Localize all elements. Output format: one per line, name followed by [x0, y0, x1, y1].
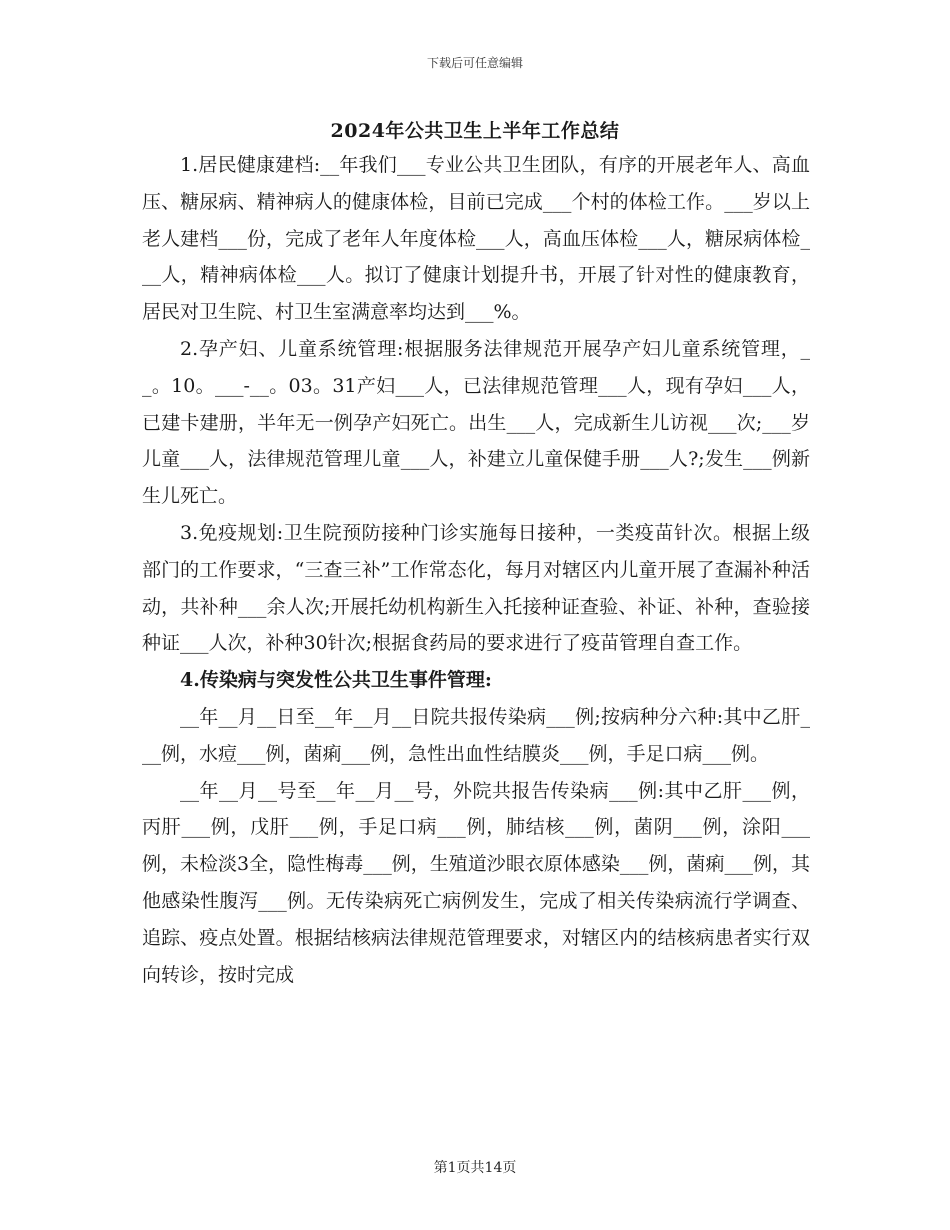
- paragraph-external-reports: __年__月__号至__年__月__号，外院共报告传染病___例:其中乙肝___例，丙肝___例，戊肝___例，手足口病___例，肺结核___例，菌阴___例，涂阳___例，未检淡3全，隐性梅毒___例，生殖道沙眼衣原体感染___例，菌痢___例，其他感染性腹泻___例。无传染病死亡病例发生，完成了相关传染病流行学调查、追踪、疫点处置。根据结核病法律规范管理要求，对辖区内的结核病患者实行双向转诊，按时完成: [142, 779, 810, 986]
- paragraph-health-records: 1.居民健康建档:__年我们___专业公共卫生团队，有序的开展老年人、高血压、糖尿病、精神病人的健康体检，目前已完成___个村的体检工作。___岁以上老人建档___份，完成了老年人年度体检___人，高血压体检___人，糖尿病体检___人，精神病体检___人。拟订了健康计划提升书，开展了针对性的健康教育，居民对卫生院、村卫生室满意率均达到___%。: [142, 154, 810, 324]
- paragraph-hospital-reports: __年__月__日至__年__月__日院共报传染病___例;按病种分六种:其中乙肝___例，水痘___例，菌痢___例，急性出血性结膜炎___例，手足口病___例。: [142, 705, 810, 765]
- page-header-note: 下载后可任意编辑: [426, 56, 523, 70]
- document-body: [142, 147, 810, 993]
- section-heading-infectious-disease: 4.传染病与突发性公共卫生事件管理:: [180, 669, 492, 692]
- paragraph-maternal-child-management: 2.孕产妇、儿童系统管理:根据服务法律规范开展孕产妇儿童系统管理，__。10。___-__。03。31产妇___人，已法律规范管理___人，现有孕妇___人，已建卡建册，半年无一例孕产妇死亡。出生___人，完成新生儿访视___次;___岁儿童___人，法律规范管理儿童___人，补建立儿童保健手册___人?;发生___例新生儿死亡。: [142, 337, 810, 508]
- paragraph-immunization: 3.免疫规划:卫生院预防接种门诊实施每日接种，一类疫苗针次。根据上级部门的工作要求，“三查三补”工作常态化，每月对辖区内儿童开展了查漏补种活动，共补种___余人次;开展托幼机构新生入托接种证查验、补证、补种，查验接种证___人次，补种30针次;根据食药局的要求进行了疫苗管理自查工作。: [142, 521, 810, 655]
- document-title: 2024年公共卫生上半年工作总结: [330, 120, 620, 142]
- page-footer-page-number: 第1页共14页: [433, 1160, 517, 1176]
